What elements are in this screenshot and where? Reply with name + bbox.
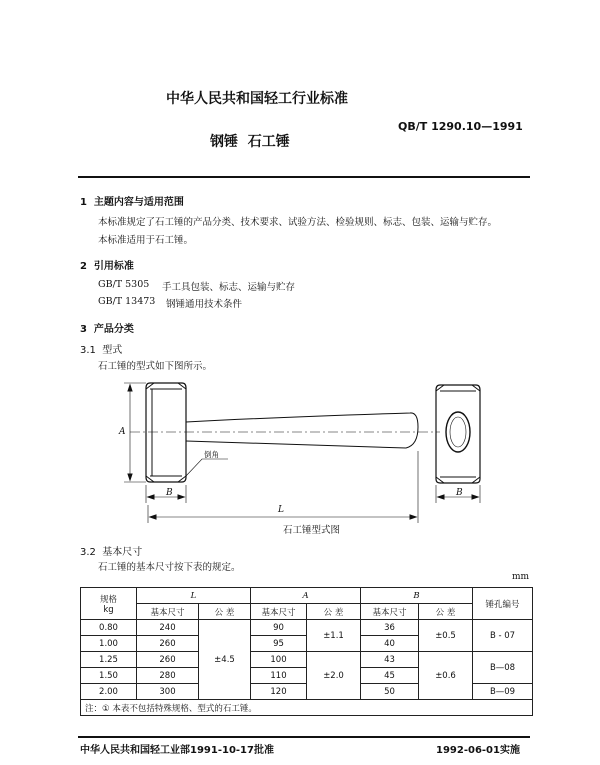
header-rule <box>78 176 530 178</box>
table-row: 1.50 280 110 45 <box>81 668 533 684</box>
section-1-title: 1 主题内容与适用范围 <box>80 197 184 208</box>
sub-tol-B: 公 差 <box>419 604 473 620</box>
tol-L: ±4.5 <box>199 620 251 700</box>
sub-basic-B: 基本尺寸 <box>361 604 419 620</box>
header-A: A <box>251 588 361 604</box>
sub-tol-L: 公 差 <box>199 604 251 620</box>
hole-3: B—09 <box>473 684 533 700</box>
ref-1-code: GB/T 5305 <box>98 279 150 290</box>
effective-line: 1992-06-01实施 <box>436 745 520 756</box>
standard-number: QB/T 1290.10—1991 <box>398 120 523 133</box>
document-title: 钢锤 石工锤 <box>210 134 290 150</box>
dim-label-L: L <box>278 505 284 515</box>
table-note: 注：① 本表不包括特殊规格、型式的石工锤。 <box>81 700 533 716</box>
approval-line: 中华人民共和国轻工业部1991-10-17批准 <box>80 745 274 756</box>
tol-B-1: ±0.5 <box>419 620 473 652</box>
ref-2-text: 钢锤通用技术条件 <box>166 299 243 310</box>
dimensions-table <box>80 587 533 716</box>
section-3-2-title: 3.2 基本尺寸 <box>80 547 143 558</box>
ref-1-text: 手工具包装、标志、运输与贮存 <box>162 282 296 293</box>
hammer-diagram <box>110 375 510 535</box>
section-1-paragraph-2: 本标准适用于石工锤。 <box>98 235 194 246</box>
section-3-1-title: 3.1 型式 <box>80 345 123 356</box>
section-1-paragraph-1: 本标准规定了石工锤的产品分类、技术要求、试验方法、检验规则、标志、包装、运输与贮存。 <box>98 217 498 228</box>
tol-B-2: ±0.6 <box>419 652 473 700</box>
table-row: 1.25 260 100 ±2.0 43 ±0.6 B—08 <box>81 652 533 668</box>
header-L: L <box>137 588 251 604</box>
section-3-title: 3 产品分类 <box>80 324 134 335</box>
chamfer-label: 倒角 <box>204 450 219 459</box>
section-3-2-paragraph: 石工锤的基本尺寸按下表的规定。 <box>98 562 241 573</box>
table-row: 2.00 300 120 50 B—09 <box>81 684 533 700</box>
header-hole: 锤孔编号 <box>473 588 533 620</box>
table-row: 0.80 240 ±4.5 90 ±1.1 36 ±0.5 B - 07 <box>81 620 533 636</box>
table-row: 1.00 260 95 40 <box>81 636 533 652</box>
hole-1: B - 07 <box>473 620 533 652</box>
section-3-1-paragraph: 石工锤的型式如下图所示。 <box>98 361 213 372</box>
header-B: B <box>361 588 473 604</box>
sub-tol-A: 公 差 <box>307 604 361 620</box>
unit-label: mm <box>512 572 530 582</box>
sub-basic-L: 基本尺寸 <box>137 604 199 620</box>
figure-caption: 石工锤型式图 <box>283 525 341 536</box>
dim-label-A: A <box>119 427 126 437</box>
tol-A-2: ±2.0 <box>307 652 361 700</box>
tol-A-1: ±1.1 <box>307 620 361 652</box>
sub-basic-A: 基本尺寸 <box>251 604 307 620</box>
industry-title: 中华人民共和国轻工行业标准 <box>166 91 348 107</box>
dim-label-B-end: B <box>456 488 463 498</box>
header-spec: 规格 kg <box>81 588 137 620</box>
hole-2: B—08 <box>473 652 533 684</box>
ref-2-code: GB/T 13473 <box>98 296 156 307</box>
footer-rule <box>78 736 530 738</box>
dim-label-B: B <box>166 488 173 498</box>
section-2-title: 2 引用标准 <box>80 261 134 272</box>
